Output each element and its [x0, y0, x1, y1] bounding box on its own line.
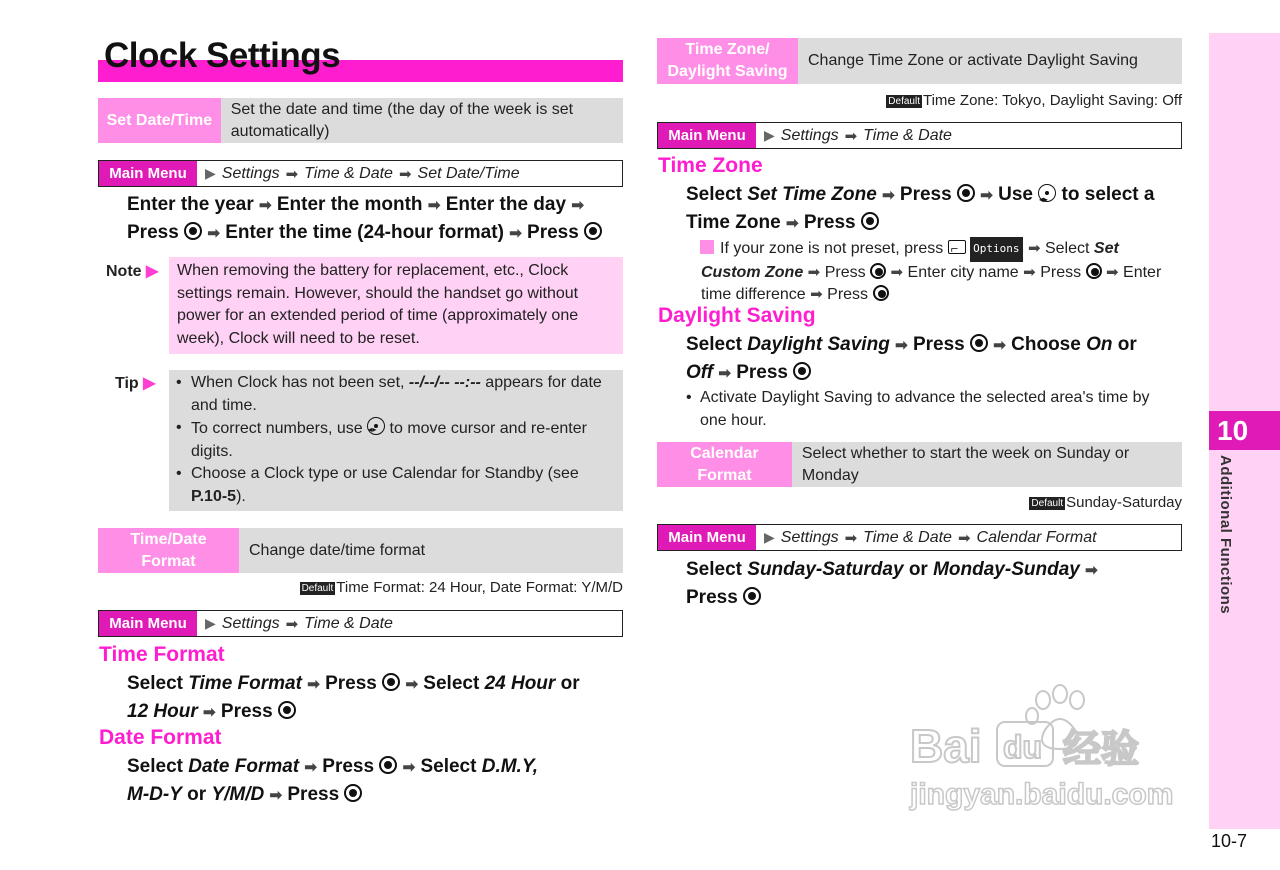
- tip-text: to move cursor and re-enter digits.: [191, 420, 587, 460]
- step-text: Select: [686, 559, 742, 580]
- step-text: Press: [803, 212, 856, 233]
- tip-text: Choose a Clock type or use Calendar for Standby (see: [191, 465, 579, 482]
- arrow-icon: ➡: [285, 165, 299, 183]
- arrow-icon: ➡: [993, 337, 1006, 354]
- arrow-icon: ➡: [402, 759, 416, 776]
- triangle-icon: ▶: [764, 127, 775, 143]
- daylight-saving-heading: Daylight Saving: [658, 304, 816, 327]
- path-settings: Settings: [780, 126, 839, 144]
- page-number: 10-7: [1211, 831, 1248, 851]
- step-item: Set Time Zone: [747, 184, 877, 205]
- arrow-icon: ➡: [207, 225, 220, 242]
- bullet: •: [176, 465, 182, 482]
- center-key-icon: [957, 184, 975, 202]
- arrow-icon: ➡: [405, 676, 419, 693]
- triangle-icon: ▶: [205, 615, 216, 631]
- arrow-icon: ➡: [895, 337, 908, 354]
- tip-tag-text: Tip: [115, 375, 139, 392]
- time-format-heading: Time Format: [99, 643, 225, 666]
- arrow-icon: ➡: [890, 263, 904, 281]
- path-settings: Settings: [221, 614, 280, 632]
- tz-dst-default: [657, 92, 1182, 109]
- sub-text: Press: [1040, 263, 1082, 281]
- step-text: Enter the year: [127, 194, 254, 215]
- time-date-format-header: [98, 528, 623, 573]
- step-text: Select: [686, 334, 742, 355]
- main-menu-label: Main Menu: [99, 611, 197, 636]
- arrow-icon: ➡: [427, 197, 441, 214]
- step-item: Y/M/D: [211, 784, 265, 805]
- baidu-watermark-logo: [905, 680, 1185, 820]
- center-key-icon: [793, 362, 811, 380]
- navigation-key-icon: [367, 417, 385, 435]
- sub-text: Select: [1044, 240, 1090, 257]
- tip-text: To correct numbers, use: [191, 420, 368, 437]
- time-format-steps: [127, 670, 627, 726]
- sub-text: Press: [827, 286, 869, 303]
- step-text: or: [187, 784, 207, 805]
- triangle-icon: ▶: [205, 165, 216, 181]
- sub-text: Enter city name: [907, 263, 1019, 281]
- step-text: Press: [325, 673, 377, 694]
- center-key-icon: [379, 756, 397, 774]
- bullet: •: [176, 374, 182, 391]
- svg-text:jingyan.baidu.com: jingyan.baidu.com: [910, 778, 1174, 811]
- step-text: Press: [912, 334, 965, 355]
- step-text: Select: [420, 756, 477, 777]
- path-settings: Settings: [221, 164, 280, 182]
- step-text: Press: [686, 587, 738, 608]
- options-key-icon: [948, 240, 966, 254]
- step-text: Press: [287, 784, 340, 805]
- default-tag: Default: [888, 96, 920, 107]
- time-zone-steps: [686, 181, 1186, 237]
- step-item: M-D-Y: [127, 784, 182, 805]
- step-text: Enter the month: [276, 194, 423, 215]
- center-key-icon: [870, 263, 886, 279]
- path-settings: Settings: [780, 528, 839, 546]
- arrow-icon: ➡: [203, 704, 216, 721]
- note-tag-text: Note: [106, 263, 142, 280]
- step-text: Choose: [1011, 334, 1081, 355]
- main-menu-path: [657, 524, 1182, 551]
- calendar-format-steps: [686, 556, 1186, 611]
- page-reference: P.10-5: [191, 487, 237, 505]
- arrow-icon: ➡: [807, 263, 821, 281]
- center-key-icon: [344, 784, 362, 802]
- tip-text: ).: [236, 487, 246, 505]
- step-text: Press: [322, 756, 375, 777]
- arrow-icon: ➡: [259, 197, 272, 214]
- step-text: Enter the time (24-hour format): [225, 222, 504, 243]
- step-text: or: [560, 673, 580, 694]
- path-set-date-time: Set Date/Time: [417, 164, 520, 182]
- step-text: Select: [423, 673, 480, 694]
- step-text: Select: [127, 673, 183, 694]
- sub-text: Press: [824, 263, 866, 281]
- step-text: or: [908, 559, 928, 580]
- sub-item: Set Custom Zone: [701, 240, 1119, 281]
- triangle-icon: ▶: [143, 375, 156, 392]
- step-text: Press: [527, 222, 579, 243]
- step-item: 24 Hour: [484, 673, 556, 694]
- svg-text:经验: 经验: [1063, 727, 1140, 771]
- step-text: Press: [220, 701, 273, 722]
- options-softkey: Options: [970, 237, 1023, 262]
- arrow-icon: ➡: [785, 215, 799, 232]
- arrow-icon: ➡: [1106, 263, 1119, 281]
- time-date-format-desc: Change date/time format: [249, 541, 426, 559]
- default-text: Time Zone: Tokyo, Daylight Saving: Off: [922, 92, 1182, 109]
- bullet: •: [176, 419, 182, 436]
- main-menu-path: [657, 122, 1182, 149]
- svg-text:du: du: [1003, 729, 1043, 765]
- default-tag: Default: [1031, 498, 1064, 509]
- arrow-icon: ➡: [957, 529, 971, 547]
- step-item: Off: [686, 362, 714, 383]
- main-menu-path: [98, 610, 623, 637]
- step-text: Press: [736, 362, 789, 383]
- tip-blank-date: --/--/-- --:--: [408, 374, 481, 391]
- calendar-format-label: Calendar Format: [657, 442, 792, 487]
- time-zone-heading: Time Zone: [658, 154, 763, 177]
- center-key-icon: [184, 222, 202, 240]
- chapter-number: 10: [1209, 411, 1280, 450]
- sub-text: If your zone is not preset, press: [720, 240, 944, 257]
- step-text: Use: [998, 184, 1033, 205]
- calendar-format-header: [657, 442, 1182, 487]
- center-key-icon: [743, 587, 761, 605]
- note-box: [169, 257, 623, 354]
- daylight-bullet-text: Activate Daylight Saving to advance the selected area's time by one hour.: [700, 389, 1150, 429]
- step-item: Monday-Sunday: [933, 559, 1080, 580]
- step-text: Press: [899, 184, 952, 205]
- tz-dst-label: Time Zone/ Daylight Saving: [657, 38, 798, 84]
- time-zone-substep: [701, 237, 1181, 307]
- step-item: Date Format: [188, 756, 300, 777]
- default-text: Time Format: 24 Hour, Date Format: Y/M/D: [336, 579, 623, 596]
- step-text: Press: [127, 222, 179, 243]
- arrow-icon: ➡: [1085, 562, 1098, 579]
- sub-text: Enter time difference: [701, 263, 1162, 303]
- calendar-format-desc: Select whether to start the week on Sunday or Monday: [801, 444, 1130, 484]
- step-item: D.M.Y,: [481, 756, 539, 777]
- main-menu-path: [98, 160, 623, 187]
- arrow-icon: ➡: [269, 787, 283, 804]
- date-format-heading: Date Format: [99, 726, 222, 749]
- triangle-icon: ▶: [764, 529, 775, 545]
- default-text: Sunday-Saturday: [1066, 494, 1182, 511]
- main-menu-label: Main Menu: [99, 161, 197, 186]
- path-time-date: Time & Date: [304, 164, 393, 182]
- tip-item: [176, 372, 615, 417]
- set-date-time-steps: [127, 191, 627, 247]
- step-text: to select a Time Zone: [686, 184, 1155, 233]
- step-item: 12 Hour: [127, 701, 198, 722]
- arrow-icon: ➡: [398, 165, 412, 183]
- tip-text: When Clock has not been set,: [191, 374, 409, 391]
- step-item: On: [1086, 334, 1113, 355]
- arrow-icon: ➡: [304, 759, 317, 776]
- step-item: Sunday-Saturday: [747, 559, 904, 580]
- time-date-default: [98, 579, 623, 596]
- step-item: Time Format: [188, 673, 302, 694]
- bullet: •: [686, 389, 692, 406]
- menu-path: [756, 127, 952, 145]
- default-tag: Default: [301, 583, 334, 594]
- path-time-date: Time & Date: [304, 614, 393, 632]
- tip-item: [176, 417, 615, 463]
- main-menu-label: Main Menu: [658, 525, 756, 550]
- page-title: Clock Settings: [104, 36, 341, 75]
- path-time-date: Time & Date: [863, 126, 952, 144]
- set-date-time-header: [98, 98, 623, 143]
- main-menu-label: Main Menu: [658, 123, 756, 148]
- path-time-date: Time & Date: [863, 528, 952, 546]
- calendar-default: [657, 494, 1182, 511]
- arrow-icon: ➡: [509, 225, 522, 242]
- center-key-icon: [382, 673, 400, 691]
- arrow-icon: ➡: [571, 197, 584, 214]
- step-text: or: [1117, 334, 1137, 355]
- arrow-icon: ➡: [1027, 240, 1041, 257]
- arrow-icon: ➡: [844, 127, 858, 145]
- arrow-icon: ➡: [285, 615, 299, 633]
- step-text: Enter the day: [445, 194, 567, 215]
- date-format-steps: [127, 753, 627, 809]
- tz-dst-header: [657, 38, 1182, 84]
- center-key-icon: [861, 212, 879, 230]
- arrow-icon: ➡: [718, 365, 731, 382]
- navigation-key-icon: [1038, 184, 1056, 202]
- menu-path: [197, 165, 520, 183]
- tip-box: [169, 370, 623, 511]
- arrow-icon: ➡: [810, 286, 823, 303]
- triangle-icon: ▶: [146, 263, 159, 280]
- step-text: Select: [686, 184, 742, 205]
- note-text: When removing the battery for replacement, etc., Clock settings remain. However, should the handset go without power for an extended period of time (approximately one week), Clock will need to be reset.: [177, 262, 579, 347]
- center-key-icon: [278, 701, 296, 719]
- menu-path: [756, 529, 1097, 547]
- daylight-saving-steps: [686, 331, 1186, 387]
- set-date-time-label: Set Date/Time: [98, 98, 221, 143]
- tip-tag: [115, 373, 155, 393]
- svg-text:Bai: Bai: [910, 720, 982, 772]
- arrow-icon: ➡: [307, 676, 320, 693]
- center-key-icon: [584, 222, 602, 240]
- arrow-icon: ➡: [1023, 263, 1036, 281]
- set-date-time-desc: Set the date and time (the day of the week is set automatically): [230, 100, 574, 140]
- center-key-icon: [873, 285, 889, 301]
- daylight-saving-note: [686, 387, 1180, 432]
- center-key-icon: [970, 334, 988, 352]
- tip-item: [176, 463, 615, 508]
- arrow-icon: ➡: [844, 529, 858, 547]
- center-key-icon: [1086, 263, 1102, 279]
- step-text: Select: [127, 756, 183, 777]
- note-tag: [106, 261, 158, 281]
- tip-text: appears for date and time.: [191, 374, 602, 414]
- chapter-title: Additional Functions: [1217, 455, 1234, 615]
- menu-path: [197, 615, 393, 633]
- tz-dst-desc: Change Time Zone or activate Daylight Saving: [808, 52, 1138, 69]
- time-date-format-label: Time/Date Format: [98, 528, 239, 573]
- arrow-icon: ➡: [882, 187, 895, 204]
- arrow-icon: ➡: [980, 187, 993, 204]
- path-calendar-format: Calendar Format: [976, 528, 1097, 546]
- square-bullet-icon: [700, 240, 714, 254]
- step-item: Daylight Saving: [747, 334, 890, 355]
